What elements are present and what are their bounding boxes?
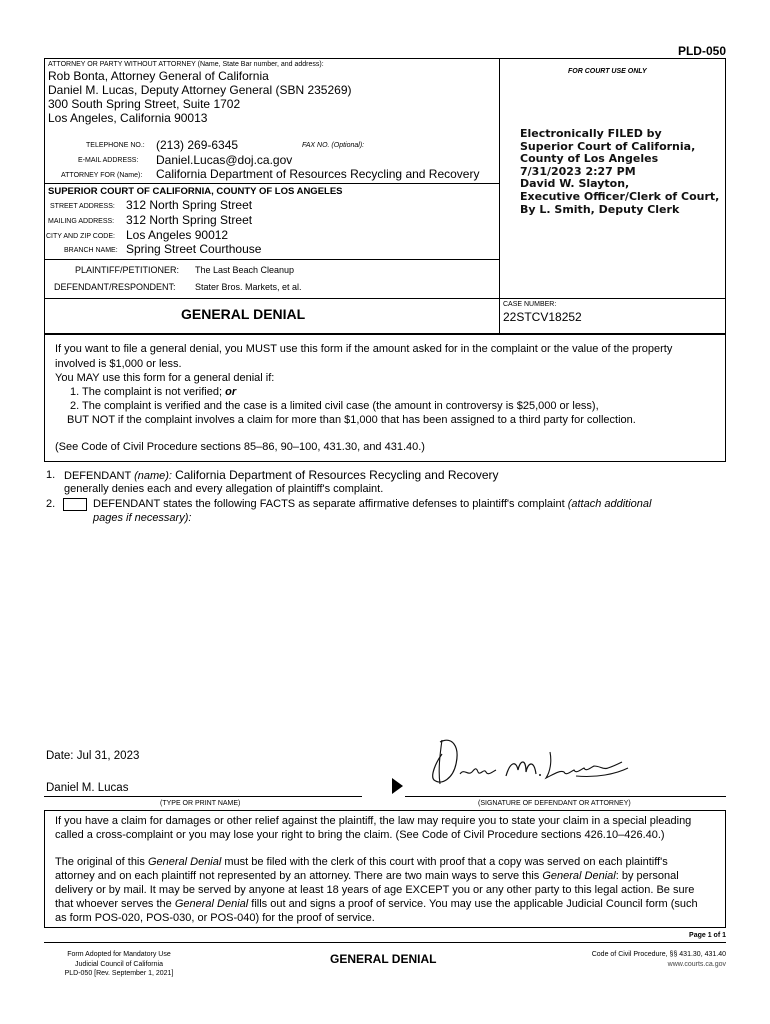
signature-line	[405, 796, 726, 797]
attorney-line-2: Daniel M. Lucas, Deputy Attorney General (SBN 235269)	[48, 83, 352, 97]
notice-p1-line-2: called a cross-complaint or you may lose your right to bring the claim. (See Code of Civil Procedure sections 426.10–426.40.)	[55, 829, 665, 841]
filed-line-3: County of Los Angeles	[520, 152, 659, 166]
notice-p2-l2c: : by personal	[615, 870, 679, 882]
notice-p1-line-1: If you have a claim for damages or other relief against the plaintiff, the law may require you to state your claim in a special pleading	[55, 815, 692, 827]
name-caption: (TYPE OR PRINT NAME)	[160, 800, 241, 807]
attorney-line-4: Los Angeles, California 90013	[48, 111, 208, 125]
notice-p2-line-5: as form POS-020, POS-030, or POS-040) for the proof of service.	[55, 912, 375, 924]
item-2-italic-2: pages if necessary):	[93, 512, 192, 524]
notice-p2-l1c: must be filed with the clerk of this court with proof that a copy was served on each plaintiff's	[221, 856, 668, 868]
instructions-item-1	[70, 385, 236, 400]
notice-p2-line-4	[55, 897, 698, 912]
item-1-label: DEFENDANT	[64, 470, 135, 482]
case-number: 22STCV18252	[503, 310, 582, 324]
notice-p2-l1b: General Denial	[147, 856, 222, 868]
city-label: CITY AND ZIP CODE:	[46, 233, 115, 240]
date-value: Jul 31, 2023	[76, 750, 140, 762]
item-2-line	[93, 497, 651, 512]
item-2-italic-1: (attach additional	[567, 498, 652, 510]
plaintiff-label: PLAINTIFF/PETITIONER:	[75, 265, 180, 275]
fax-label: FAX NO. (Optional):	[302, 142, 365, 149]
instructions-line-7: (See Code of Civil Procedure sections 85–86, 90–100, 431.30, and 431.40.)	[55, 441, 425, 453]
notice-p2-l4c: fills out and signs a proof of service. You may use the applicable Judicial Council form (such	[248, 898, 698, 910]
footer-rule	[44, 942, 726, 943]
branch-value: Spring Street Courthouse	[126, 242, 262, 256]
email-label: E-MAIL ADDRESS:	[78, 157, 139, 164]
filed-line-6: Executive Officer/Clerk of Court,	[520, 189, 720, 203]
notice-p2-line-1	[55, 855, 668, 870]
date-label: Date:	[46, 750, 74, 762]
footer-left-1: Form Adopted for Mandatory Use	[67, 951, 171, 958]
arrow-icon	[392, 778, 404, 799]
filed-line-2: Superior Court of California,	[520, 139, 696, 153]
mailing-label: MAILING ADDRESS:	[48, 218, 115, 225]
item-1-line-2: generally denies each and every allegation of plaintiff's complaint.	[64, 483, 384, 495]
telephone-value: (213) 269-6345	[156, 138, 239, 152]
signature-image	[426, 732, 636, 799]
street-value: 312 North Spring Street	[126, 198, 253, 212]
plaintiff-value: The Last Beach Cleanup	[195, 265, 295, 275]
filed-line-5: David W. Slayton,	[520, 177, 630, 191]
item-2-text: DEFENDANT states the following FACTS as separate affirmative defenses to plaintiff's complaint	[93, 498, 568, 510]
notice-p2-l2a: attorney and on each plaintiff not represented by an attorney. There are two main ways to serve this	[55, 870, 543, 882]
item-2-line-2	[93, 511, 191, 526]
case-number-label: CASE NUMBER:	[503, 301, 557, 308]
notice-p2-l1a: The original of this	[55, 856, 148, 868]
footer-right	[592, 950, 726, 970]
form-id: PLD-050	[677, 44, 726, 58]
instructions-item-1-or: or	[225, 386, 237, 398]
branch-label: BRANCH NAME:	[64, 247, 118, 254]
defendant-label: DEFENDANT/RESPONDENT:	[54, 282, 176, 292]
city-value: Los Angeles 90012	[126, 228, 229, 242]
notice-p2-line-2	[55, 869, 679, 884]
mailing-value: 312 North Spring Street	[126, 213, 253, 227]
item-1-number: 1.	[46, 469, 56, 481]
attorney-for-value: California Department of Resources Recycling and Recovery	[156, 167, 480, 181]
instructions-item-1-text: 1. The complaint is not verified;	[70, 386, 226, 398]
filed-stamp	[520, 128, 719, 216]
footer-right-1: Code of Civil Procedure, §§ 431.30, 431.40	[591, 951, 726, 958]
caption-divider	[499, 58, 500, 334]
name-line	[44, 796, 362, 797]
instructions-line-3: You MAY use this form for a general denial if:	[55, 372, 275, 384]
court-title: SUPERIOR COURT OF CALIFORNIA, COUNTY OF LOS ANGELES	[48, 186, 343, 197]
footer-right-2: www.courts.ca.gov	[667, 961, 726, 968]
street-label: STREET ADDRESS:	[50, 203, 115, 210]
item-1-name-label: (name):	[134, 470, 172, 482]
date-line	[46, 750, 139, 762]
court-use-label: FOR COURT USE ONLY	[568, 68, 647, 75]
filed-line-4: 7/31/2023 2:27 PM	[520, 164, 636, 178]
notice-p2-line-3: delivery or by mail. It may be served by anyone at least 18 years of age EXCEPT you or any other party to this legal action. Be sure	[55, 884, 695, 896]
instructions-item-2: 2. The complaint is verified and the case is a limited civil case (the amount in controversy is $25,000 or less),	[70, 400, 599, 412]
attorney-for-label: ATTORNEY FOR (Name):	[61, 172, 143, 179]
footer-left-3: PLD-050 [Rev. September 1, 2021]	[64, 970, 174, 977]
instructions-line-6: BUT NOT if the complaint involves a claim for more than $1,000 that has been assigned to a third party for collection.	[67, 414, 636, 426]
attorney-line-1: Rob Bonta, Attorney General of California	[48, 69, 269, 83]
typed-name: Daniel M. Lucas	[46, 782, 129, 794]
filed-line-7: By L. Smith, Deputy Clerk	[520, 202, 680, 216]
page-number: Page 1 of 1	[689, 932, 726, 939]
notice-p2-l4a: that whoever serves the	[55, 898, 175, 910]
attorney-caption: ATTORNEY OR PARTY WITHOUT ATTORNEY (Name, State Bar number, and address):	[48, 61, 324, 68]
item-2-number: 2.	[46, 498, 56, 510]
instructions-line-1: If you want to file a general denial, you MUST use this form if the amount asked for in the complaint or the value of the property	[55, 343, 673, 355]
item-1-name: California Department of Resources Recycling and Recovery	[175, 468, 499, 482]
email-value: Daniel.Lucas@doj.ca.gov	[156, 153, 293, 167]
instructions-line-2: involved is $1,000 or less.	[55, 358, 182, 370]
defendant-value: Stater Bros. Markets, et al.	[195, 282, 302, 292]
footer-title: GENERAL DENIAL	[330, 952, 437, 966]
form-title: GENERAL DENIAL	[181, 306, 306, 322]
notice-p2-l2b: General Denial	[542, 870, 616, 882]
signature-caption: (SIGNATURE OF DEFENDANT OR ATTORNEY)	[478, 800, 631, 807]
attorney-line-3: 300 South Spring Street, Suite 1702	[48, 97, 241, 111]
filed-line-1: Electronically FILED by	[520, 127, 662, 140]
notice-p2-l4b: General Denial	[174, 898, 249, 910]
footer-left-2: Judicial Council of California	[75, 960, 163, 968]
footer-left	[44, 950, 194, 979]
item-2-checkbox[interactable]	[63, 498, 87, 511]
telephone-label: TELEPHONE NO.:	[86, 142, 145, 149]
